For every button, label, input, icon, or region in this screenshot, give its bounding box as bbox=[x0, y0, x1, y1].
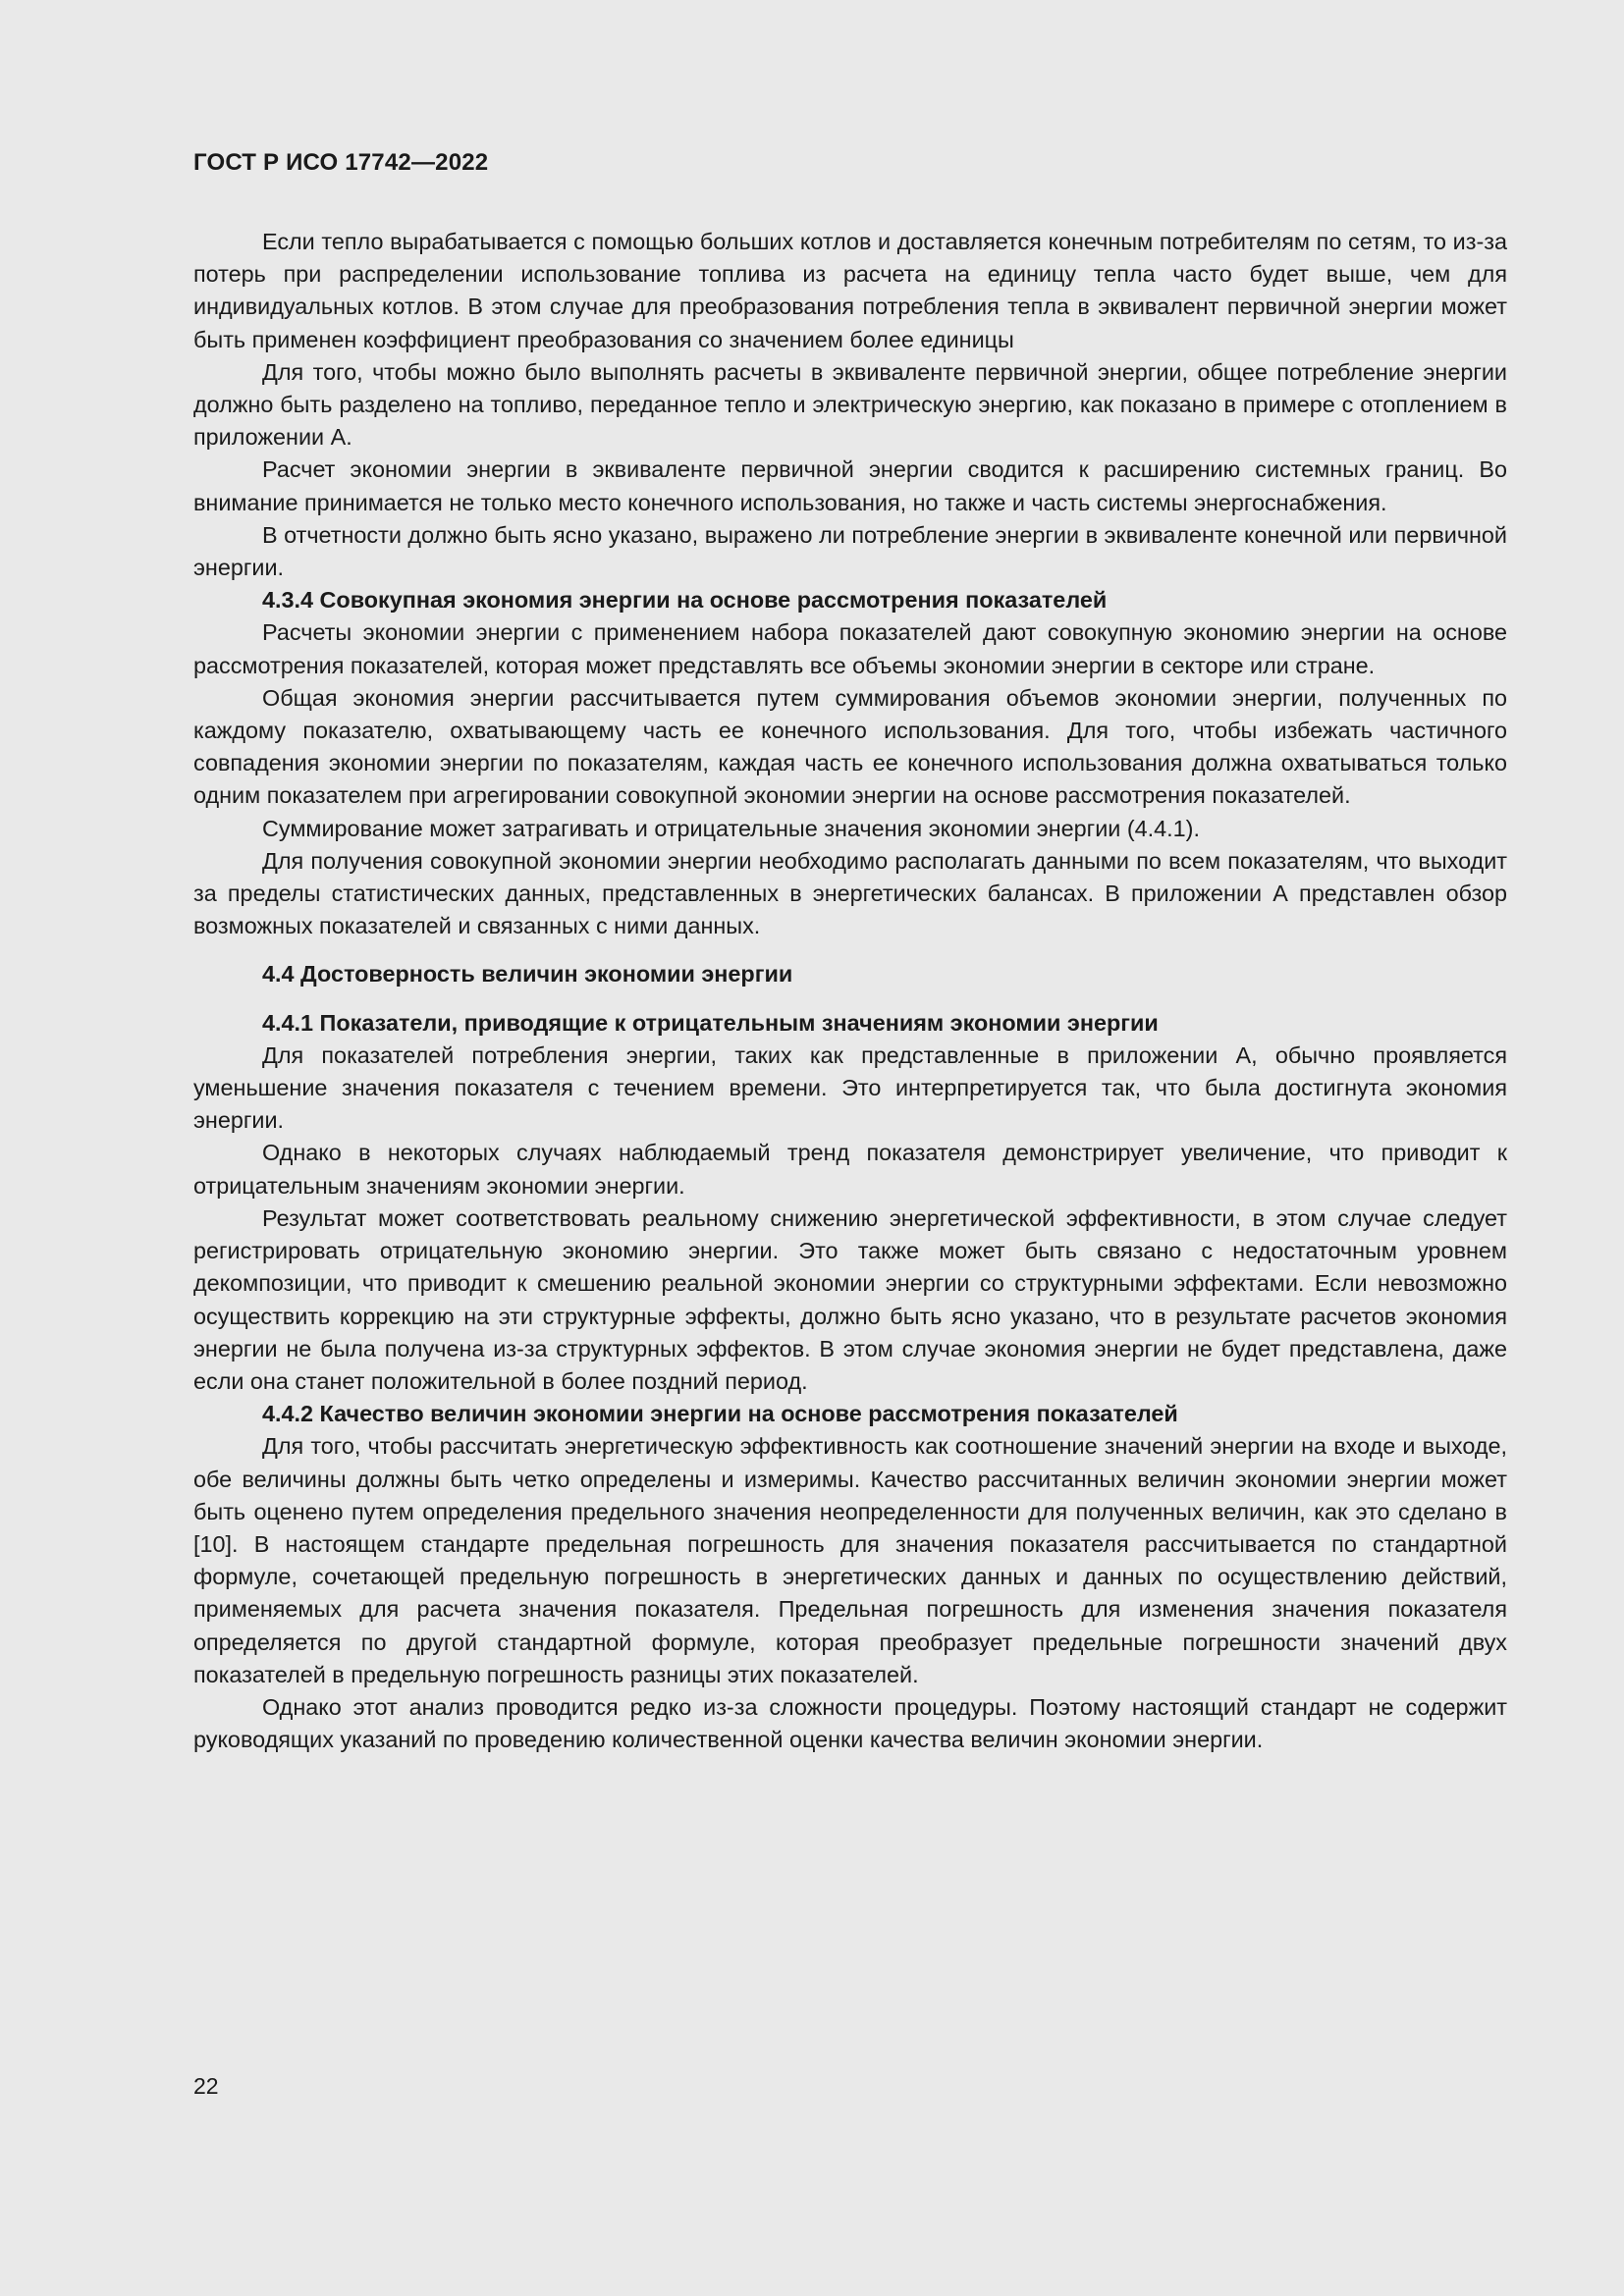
paragraph: Для того, чтобы рассчитать энергетическую эффективность как соотношение значений энергии на входе и выходе, обе величины должны быть четко определены и измеримы. Качество рассчитанных величин экономии энергии может быть оценено путем определения предельного значения неопределенности для полученных величин, как это сделано в [10]. В настоящем стандарте предельная погрешность для значения показателя рассчитывается по стандартной формуле, сочетающей предельную погрешность в энергетических данных и данных по осуществлению действий, применяемых для расчета значения показателя. Предельная погрешность для изменения значения показателя определяется по другой стандартной формуле, которая преобразует предельные погрешности значений двух показателей в предельную погрешность разницы этих показателей. bbox=[193, 1433, 1507, 1687]
page-number: 22 bbox=[193, 2073, 219, 2099]
paragraph: Расчеты экономии энергии с применением набора показателей дают совокупную экономию энергии на основе рассмотрения показателей, которая может представлять все объемы экономии энергии в секторе или стране. bbox=[193, 619, 1507, 678]
paragraph: Однако в некоторых случаях наблюдаемый тренд показателя демонстрирует увеличение, что приводит к отрицательным значениям экономии энергии. bbox=[193, 1140, 1507, 1199]
paragraph: Суммирование может затрагивать и отрицательные значения экономии энергии (4.4.1). bbox=[262, 815, 1200, 841]
section-heading-4-4-2: 4.4.2 Качество величин экономии энергии на основе рассмотрения показателей bbox=[262, 1401, 1178, 1427]
paragraph: Для показателей потребления энергии, таких как представленные в приложении А, обычно проявляется уменьшение значения показателя с течением времени. Это интерпретируется так, что была достигнута экономия энергии. bbox=[193, 1041, 1507, 1134]
section-heading-4-3-4: 4.3.4 Совокупная экономия энергии на основе рассмотрения показателей bbox=[262, 587, 1108, 614]
paragraph: Расчет экономии энергии в эквиваленте первичной энергии сводится к расширению системных границ. Во внимание принимается не только место конечного использования, но также и часть системы энергоснабжения. bbox=[193, 456, 1507, 515]
paragraph: Однако этот анализ проводится редко из-за сложности процедуры. Поэтому настоящий стандарт не содержит руководящих указаний по проведению количественной оценки качества величин экономии энергии. bbox=[193, 1693, 1507, 1753]
paragraph: Для получения совокупной экономии энергии необходимо располагать данными по всем показателям, что выходит за пределы статистических данных, представленных в энергетических балансах. В приложении А представлен обзор возможных показателей и связанных с ними данных. bbox=[193, 847, 1507, 939]
document-body bbox=[193, 226, 1507, 1756]
document-header: ГОСТ Р ИСО 17742—2022 bbox=[193, 149, 489, 176]
paragraph: Результат может соответствовать реальному снижению энергетической эффективности, в этом случае следует регистрировать отрицательную экономию энергии. Это также может быть связано с недостаточным уровнем декомпозиции, что приводит к смешению реальной экономии энергии со структурными эффектами. Если невозможно осуществить коррекцию на эти структурные эффекты, должно быть ясно указано, что в результате расчетов экономия энергии не была получена из-за структурных эффектов. В этом случае экономия энергии не будет представлена, даже если она станет положительной в более поздний период. bbox=[193, 1204, 1507, 1394]
paragraph: В отчетности должно быть ясно указано, выражено ли потребление энергии в эквиваленте конечной или первичной энергии. bbox=[193, 521, 1507, 581]
paragraph: Для того, чтобы можно было выполнять расчеты в эквиваленте первичной энергии, общее потребление энергии должно быть разделено на топливо, переданное тепло и электрическую энергию, как показано в примере с отоплением в приложении А. bbox=[193, 358, 1507, 451]
section-heading-4-4-1: 4.4.1 Показатели, приводящие к отрицательным значениям экономии энергии bbox=[262, 1009, 1159, 1036]
section-heading-4-4: 4.4 Достоверность величин экономии энергии bbox=[262, 961, 793, 988]
paragraph: Общая экономия энергии рассчитывается путем суммирования объемов экономии энергии, полученных по каждому показателю, охватывающему часть ее конечного использования. Для того, чтобы избежать частичного совпадения экономии энергии по показателям, каждая часть ее конечного использования должна охватываться только одним показателем при агрегировании совокупной экономии энергии на основе рассмотрения показателей. bbox=[193, 684, 1507, 809]
paragraph: Если тепло вырабатывается с помощью больших котлов и доставляется конечным потребителям по сетям, то из-за потерь при распределении использование топлива из расчета на единицу тепла часто будет выше, чем для индивидуальных котлов. В этом случае для преобразования потребления тепла в эквивалент первичной энергии может быть применен коэффициент преобразования со значением более единицы bbox=[193, 229, 1507, 352]
